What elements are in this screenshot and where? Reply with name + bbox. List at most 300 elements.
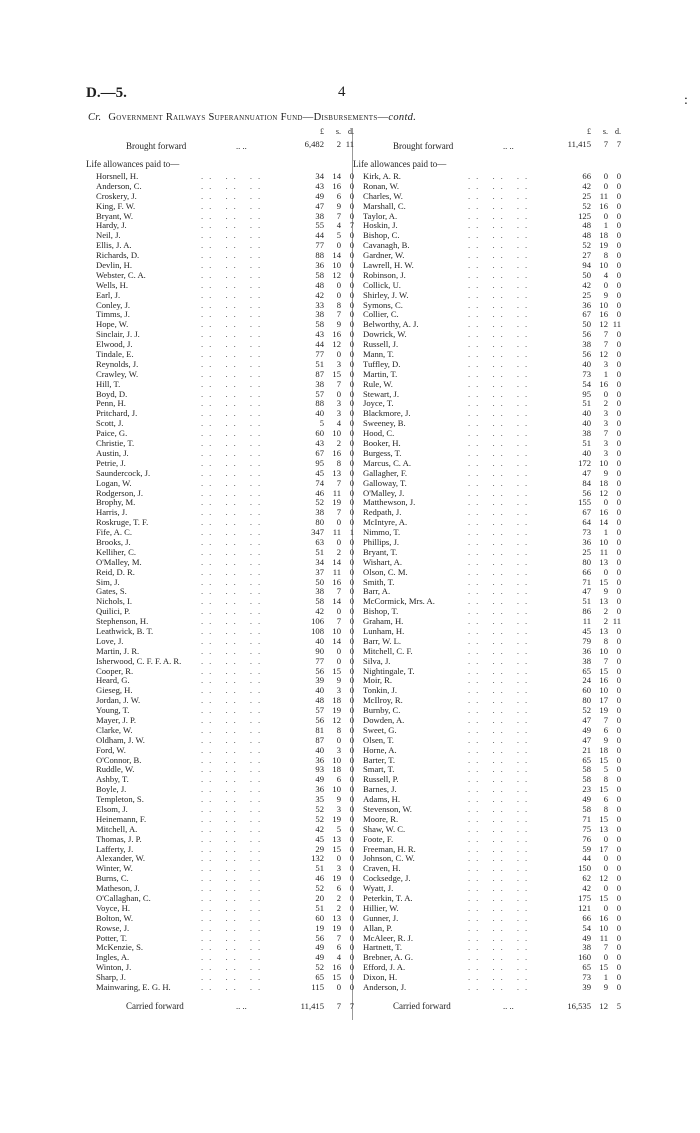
leader-dots: .. .. ..	[468, 230, 534, 241]
amount-pounds: 25	[582, 289, 591, 300]
leader-dots: .. .. ..	[201, 487, 267, 498]
amount-pence: 0	[616, 804, 621, 814]
allowance-name: Lunham, H.	[363, 625, 405, 636]
amount-shillings: 19	[599, 705, 608, 716]
allowance-name: Bolton, W.	[96, 912, 134, 923]
leader-dots: .. .. ..	[201, 260, 267, 271]
amount-shillings: 2	[603, 616, 608, 627]
leader-dots: .. .. ..	[468, 724, 534, 735]
amount-shillings: 17	[599, 695, 608, 706]
left-column	[86, 128, 354, 1013]
amount-pence: 0	[349, 536, 354, 547]
allowance-name: Brooks, J.	[96, 536, 131, 547]
amount-shillings: 15	[599, 784, 608, 795]
amount-shillings: 13	[599, 823, 608, 834]
amount-pounds: 20	[315, 893, 324, 904]
leader-dots: .. .. ..	[201, 240, 267, 251]
leader-dots: .. .. ..	[468, 912, 534, 923]
leader-dots: .. .. ..	[468, 863, 534, 874]
allowance-name: McIlroy, R.	[363, 695, 403, 706]
amount-pence: 0	[349, 714, 354, 725]
allowance-name: Efford, J. A.	[363, 962, 406, 973]
amount-pounds: 52	[315, 883, 324, 894]
leader-dots: .. .. ..	[201, 645, 267, 656]
amount-pounds: 63	[315, 536, 324, 547]
amount-pounds: 86	[582, 606, 591, 617]
amount-pounds: 52	[582, 705, 591, 716]
amount-pence: 0	[616, 190, 621, 201]
subheading: Life allowances paid to—	[86, 159, 180, 169]
amount-pence: 0	[616, 269, 621, 280]
amount-pence: 0	[349, 586, 354, 597]
amount-pounds: 23	[582, 784, 591, 795]
amount-shillings: 6	[603, 724, 608, 735]
amount-pounds: 132	[311, 853, 324, 864]
allowance-name: Croskery, J.	[96, 190, 137, 201]
allowance-name: Logan, W.	[96, 477, 132, 488]
leader-dots: .. .. ..	[468, 527, 534, 538]
allowance-name: Marcus, C. A.	[363, 457, 411, 468]
allowance-name: Tindale, E.	[96, 349, 134, 360]
amount-pounds: 150	[578, 863, 591, 874]
leader-dots: .. .. ..	[468, 319, 534, 330]
allowance-name: Robinson, J.	[363, 269, 406, 280]
leader-dots: .. .. ..	[468, 358, 534, 369]
amount-pounds: 56	[315, 714, 324, 725]
amount-shillings: 7	[336, 586, 341, 597]
amount-shillings: 3	[336, 744, 341, 755]
amount-pounds: 47	[315, 200, 324, 211]
amount-pence: 0	[349, 982, 354, 993]
amount-shillings: 19	[332, 873, 341, 884]
amount-pence: 0	[616, 823, 621, 834]
allowance-name: O'Malley, M.	[96, 556, 142, 567]
amount-shillings: 14	[332, 556, 341, 567]
amount-pence: 0	[616, 794, 621, 805]
allowance-name: Tuffley, D.	[363, 358, 401, 369]
leader-dots: .. .. ..	[468, 368, 534, 379]
amount-pence: 0	[349, 309, 354, 320]
amount-shillings: 10	[599, 645, 608, 656]
allowance-name: Earl, J.	[96, 289, 121, 300]
allowance-name: McIntyre, A.	[363, 517, 408, 528]
unit-pounds: £	[320, 127, 324, 136]
amount-pence: 0	[349, 477, 354, 488]
leader-dots: .. .. ..	[201, 517, 267, 528]
allowance-name: Petrie, J.	[96, 457, 126, 468]
leader-dots: .. .. ..	[468, 477, 534, 488]
leader-dots: .. .. ..	[468, 843, 534, 854]
amount-shillings: 9	[336, 319, 341, 330]
amount-pence: 0	[349, 764, 354, 775]
amount-pounds: 47	[582, 714, 591, 725]
amount-pounds: 39	[582, 982, 591, 993]
allowance-name: Bryant, W.	[96, 210, 134, 221]
amount-pence: 0	[616, 625, 621, 636]
title-credit-prefix: Cr.	[88, 112, 102, 123]
amount-shillings: 0	[603, 279, 608, 290]
table-row	[353, 983, 621, 993]
subheading: Life allowances paid to—	[353, 159, 447, 169]
amount-shillings: 11	[599, 190, 608, 201]
amount-pence: 0	[349, 952, 354, 963]
amount-pounds: 80	[315, 517, 324, 528]
allowance-name: Gallagher, F.	[363, 467, 408, 478]
amount-shillings: 9	[603, 467, 608, 478]
allowance-name: Boyd, D.	[96, 388, 128, 399]
leader-dots: .. .. ..	[201, 724, 267, 735]
leader-dots: .. .. ..	[468, 388, 534, 399]
amount-pence: 0	[616, 447, 621, 458]
amount-pence: 0	[616, 527, 621, 538]
amount-pounds: 77	[315, 349, 324, 360]
carried-forward-pounds: 16,535	[567, 1000, 591, 1011]
amount-pence: 0	[349, 329, 354, 340]
amount-shillings: 15	[332, 843, 341, 854]
leader-dots: .. .. ..	[468, 962, 534, 973]
amount-pounds: 175	[578, 893, 591, 904]
amount-shillings: 16	[332, 576, 341, 587]
leader-dots: .. .. ..	[201, 339, 267, 350]
amount-pounds: 27	[582, 250, 591, 261]
allowance-name: Pritchard, J.	[96, 408, 138, 419]
amount-pounds: 45	[315, 833, 324, 844]
amount-pence: 0	[349, 833, 354, 844]
amount-pence: 0	[349, 260, 354, 271]
amount-pence: 0	[616, 764, 621, 775]
leader-dots: .. .. ..	[468, 606, 534, 617]
amount-pounds: 94	[582, 260, 591, 271]
amount-pounds: 51	[315, 902, 324, 913]
amount-pence: 0	[349, 744, 354, 755]
amount-shillings: 16	[332, 962, 341, 973]
amount-pence: 0	[616, 784, 621, 795]
amount-pence: 0	[616, 744, 621, 755]
amount-pounds: 58	[315, 319, 324, 330]
amount-pounds: 121	[578, 902, 591, 913]
amount-pence: 0	[349, 171, 354, 181]
amount-shillings: 0	[336, 536, 341, 547]
leader-dots: .. .. ..	[468, 655, 534, 666]
amount-shillings: 12	[599, 319, 608, 330]
amount-pence: 0	[349, 517, 354, 528]
amount-pounds: 43	[315, 438, 324, 449]
amount-pounds: 52	[315, 813, 324, 824]
leader-dots: .. .. ..	[201, 972, 267, 983]
amount-pounds: 49	[315, 774, 324, 785]
amount-pence: 0	[349, 349, 354, 360]
amount-pounds: 51	[315, 863, 324, 874]
amount-pounds: 37	[315, 566, 324, 577]
amount-pence: 0	[616, 398, 621, 409]
amount-pounds: 43	[315, 329, 324, 340]
amount-pounds: 44	[315, 339, 324, 350]
amount-shillings: 3	[336, 408, 341, 419]
allowance-name: Dowrick, W.	[363, 329, 407, 340]
brought-forward-pence: 7	[616, 139, 621, 149]
allowance-name: Dixon, H.	[363, 972, 398, 983]
amount-pounds: 76	[582, 833, 591, 844]
amount-pence: 0	[349, 190, 354, 201]
amount-shillings: 14	[332, 171, 341, 181]
amount-pence: 0	[349, 625, 354, 636]
carried-forward-row	[86, 999, 354, 1013]
amount-pence: 0	[616, 853, 621, 864]
brought-forward-pounds: 6,482	[304, 139, 324, 149]
unit-pence: d.	[615, 127, 621, 136]
leader-dots: .. .. ..	[468, 873, 534, 884]
amount-pounds: 57	[315, 388, 324, 399]
amount-pounds: 24	[582, 675, 591, 686]
amount-pounds: 56	[315, 665, 324, 676]
amount-pounds: 54	[582, 922, 591, 933]
amount-shillings: 5	[603, 764, 608, 775]
leader-dots: .. .. ..	[468, 982, 534, 993]
leader-dots: .. .. ..	[468, 625, 534, 636]
allowance-name: Shirley, J. W.	[363, 289, 409, 300]
amount-shillings: 16	[599, 507, 608, 518]
amount-shillings: 18	[599, 477, 608, 488]
allowance-name: Matthewson, J.	[363, 497, 416, 508]
amount-pounds: 40	[315, 408, 324, 419]
allowance-name: King, F. W.	[96, 200, 136, 211]
amount-shillings: 15	[332, 368, 341, 379]
amount-pounds: 46	[315, 873, 324, 884]
amount-shillings: 3	[336, 685, 341, 696]
amount-shillings: 0	[603, 388, 608, 399]
leader-dots: .. .. ..	[468, 685, 534, 696]
leader-dots: .. .. ..	[468, 804, 534, 814]
amount-pounds: 40	[582, 358, 591, 369]
leader-dots: .. .. ..	[201, 319, 267, 330]
allowance-name: Brophy, M.	[96, 497, 136, 508]
carried-forward-pence: 7	[349, 1000, 354, 1011]
leader-dots: .. .. ..	[468, 180, 534, 191]
amount-pence: 0	[616, 329, 621, 340]
amount-pounds: 42	[582, 180, 591, 191]
amount-pence: 0	[616, 675, 621, 686]
amount-shillings: 0	[336, 289, 341, 300]
amount-pence: 0	[616, 754, 621, 765]
leader-dots: .. .. ..	[468, 764, 534, 775]
allowance-name: McCormick, Mrs. A.	[363, 596, 435, 607]
amount-pence: 0	[349, 378, 354, 389]
allowance-name: Stephenson, H.	[96, 616, 149, 627]
amount-pence: 0	[349, 873, 354, 884]
allowance-name: Hood, C.	[363, 428, 395, 439]
amount-pence: 0	[349, 902, 354, 913]
leader-dots: .. .. ..	[201, 774, 267, 785]
amount-pence: 0	[616, 378, 621, 389]
allowance-name: Roskruge, T. F.	[96, 517, 149, 528]
amount-pence: 0	[349, 804, 354, 814]
amount-pence: 0	[349, 596, 354, 607]
leader-dots: .. .. ..	[201, 734, 267, 745]
allowance-name: Gardner, W.	[363, 250, 405, 261]
allowance-name: Taylor, A.	[363, 210, 398, 221]
amount-pounds: 347	[311, 527, 324, 538]
amount-pence: 0	[616, 240, 621, 251]
leader-dots: .. .. ..	[468, 665, 534, 676]
amount-pounds: 66	[582, 912, 591, 923]
amount-pounds: 79	[582, 635, 591, 646]
leader-dots: .. .. ..	[201, 813, 267, 824]
amount-shillings: 8	[336, 724, 341, 735]
amount-pounds: 95	[582, 388, 591, 399]
amount-pence: 0	[349, 606, 354, 617]
allowance-name: Bishop, C.	[363, 230, 400, 241]
unit-shillings: s.	[335, 127, 341, 136]
amount-shillings: 7	[603, 339, 608, 350]
amount-shillings: 4	[336, 952, 341, 963]
amount-pounds: 25	[582, 190, 591, 201]
amount-pence: 0	[349, 447, 354, 458]
allowance-name: Silva, J.	[363, 655, 391, 666]
allowance-name: Fife, A. C.	[96, 527, 133, 538]
leader-dots: .. .. ..	[468, 942, 534, 953]
amount-shillings: 7	[603, 329, 608, 340]
leader-dots: .. .. ..	[468, 339, 534, 350]
amount-shillings: 1	[603, 368, 608, 379]
amount-shillings: 12	[332, 714, 341, 725]
amount-shillings: 7	[336, 616, 341, 627]
amount-pounds: 51	[582, 398, 591, 409]
allowance-name: Mayer, J. P.	[96, 714, 136, 725]
amount-pounds: 73	[582, 527, 591, 538]
amount-pounds: 52	[315, 962, 324, 973]
amount-pounds: 73	[582, 368, 591, 379]
allowance-name: Booker, H.	[363, 438, 401, 449]
leader-dots: .. .. ..	[201, 408, 267, 419]
amount-shillings: 0	[603, 853, 608, 864]
allowance-name: O'Malley, J.	[363, 487, 405, 498]
leader-dots: .. .. ..	[201, 368, 267, 379]
amount-pounds: 40	[582, 408, 591, 419]
amount-pounds: 19	[315, 922, 324, 933]
leader-dots: .. .. ..	[201, 873, 267, 884]
amount-pence: 0	[349, 893, 354, 904]
amount-pounds: 46	[315, 487, 324, 498]
amount-pence: 0	[616, 972, 621, 983]
amount-shillings: 1	[603, 220, 608, 231]
allowance-name: Craven, H.	[363, 863, 401, 874]
amount-pence: 0	[349, 497, 354, 508]
amount-pence: 0	[616, 843, 621, 854]
amount-pence: 0	[616, 635, 621, 646]
amount-pence: 0	[616, 863, 621, 874]
leader-dots: .. .. ..	[201, 418, 267, 429]
allowance-name: Devlin, H.	[96, 260, 133, 271]
amount-pence: 0	[349, 339, 354, 350]
unit-pounds: £	[587, 127, 591, 136]
amount-pence: 0	[616, 576, 621, 587]
amount-pence: 0	[349, 665, 354, 676]
amount-shillings: 9	[336, 675, 341, 686]
leader-dots: .. .. ..	[201, 655, 267, 666]
leader-dots: .. .. ..	[468, 418, 534, 429]
amount-pence: 0	[349, 853, 354, 864]
amount-shillings: 6	[336, 190, 341, 201]
amount-pounds: 67	[582, 507, 591, 518]
amount-pence: 0	[616, 556, 621, 567]
leader-dots: .. .. ..	[201, 823, 267, 834]
amount-pence: 0	[616, 200, 621, 211]
amount-pounds: 51	[582, 438, 591, 449]
amount-shillings: 8	[336, 457, 341, 468]
amount-pounds: 38	[582, 655, 591, 666]
leader-dots: .. .. ..	[201, 932, 267, 943]
amount-pence: 0	[616, 893, 621, 904]
amount-pounds: 58	[315, 269, 324, 280]
amount-pounds: 52	[582, 240, 591, 251]
leader-dots: .. .. ..	[201, 705, 267, 716]
amount-pounds: 67	[582, 309, 591, 320]
amount-pence: 0	[349, 289, 354, 300]
amount-pounds: 62	[582, 873, 591, 884]
allowance-name: Timms, J.	[96, 309, 130, 320]
allowance-name: Rowse, J.	[96, 922, 130, 933]
amount-shillings: 2	[603, 398, 608, 409]
amount-shillings: 8	[336, 299, 341, 310]
allowance-name: Burns, C.	[96, 873, 129, 884]
title-main: Government Railways Superannuation Fund—Disbursements—	[108, 112, 389, 123]
leader-dots: .. .. ..	[201, 447, 267, 458]
amount-shillings: 0	[603, 566, 608, 577]
amount-pence: 0	[616, 902, 621, 913]
amount-shillings: 10	[599, 457, 608, 468]
amount-shillings: 2	[336, 546, 341, 557]
leader-dots: .. .. ..	[468, 269, 534, 280]
amount-shillings: 3	[603, 358, 608, 369]
leader-dots: .. .. ..	[201, 299, 267, 310]
amount-shillings: 7	[603, 942, 608, 953]
carried-forward-label: Carried forward	[393, 1000, 451, 1011]
amount-pounds: 77	[315, 240, 324, 251]
leader-dots: .. .. ..	[201, 764, 267, 775]
amount-shillings: 12	[599, 873, 608, 884]
leader-dots: .. .. ..	[468, 309, 534, 320]
amount-pounds: 36	[582, 299, 591, 310]
amount-shillings: 16	[599, 675, 608, 686]
allowance-name: Burnby, C.	[363, 705, 401, 716]
leader-dots: .. .. ..	[201, 349, 267, 360]
amount-pence: 0	[349, 398, 354, 409]
amount-shillings: 0	[336, 606, 341, 617]
amount-pounds: 49	[315, 190, 324, 201]
amount-pounds: 38	[315, 378, 324, 389]
amount-pounds: 74	[315, 477, 324, 488]
amount-pence: 11	[612, 616, 621, 627]
amount-shillings: 10	[599, 536, 608, 547]
amount-pence: 0	[616, 428, 621, 439]
allowance-name: Love, J.	[96, 635, 124, 646]
amount-shillings: 15	[332, 972, 341, 983]
amount-pence: 0	[349, 912, 354, 923]
amount-shillings: 16	[332, 329, 341, 340]
amount-pounds: 50	[582, 269, 591, 280]
amount-shillings: 3	[336, 863, 341, 874]
allowance-name: Allan, P.	[363, 922, 393, 933]
amount-shillings: 17	[599, 843, 608, 854]
amount-pence: 0	[349, 863, 354, 874]
leader-dots: .. .. ..	[468, 675, 534, 686]
amount-pence: 0	[616, 368, 621, 379]
amount-pence: 0	[349, 685, 354, 696]
amount-pounds: 65	[582, 754, 591, 765]
allowance-name: Dowden, A.	[363, 714, 405, 725]
allowance-name: Ellis, J. A.	[96, 240, 132, 251]
amount-shillings: 15	[599, 893, 608, 904]
